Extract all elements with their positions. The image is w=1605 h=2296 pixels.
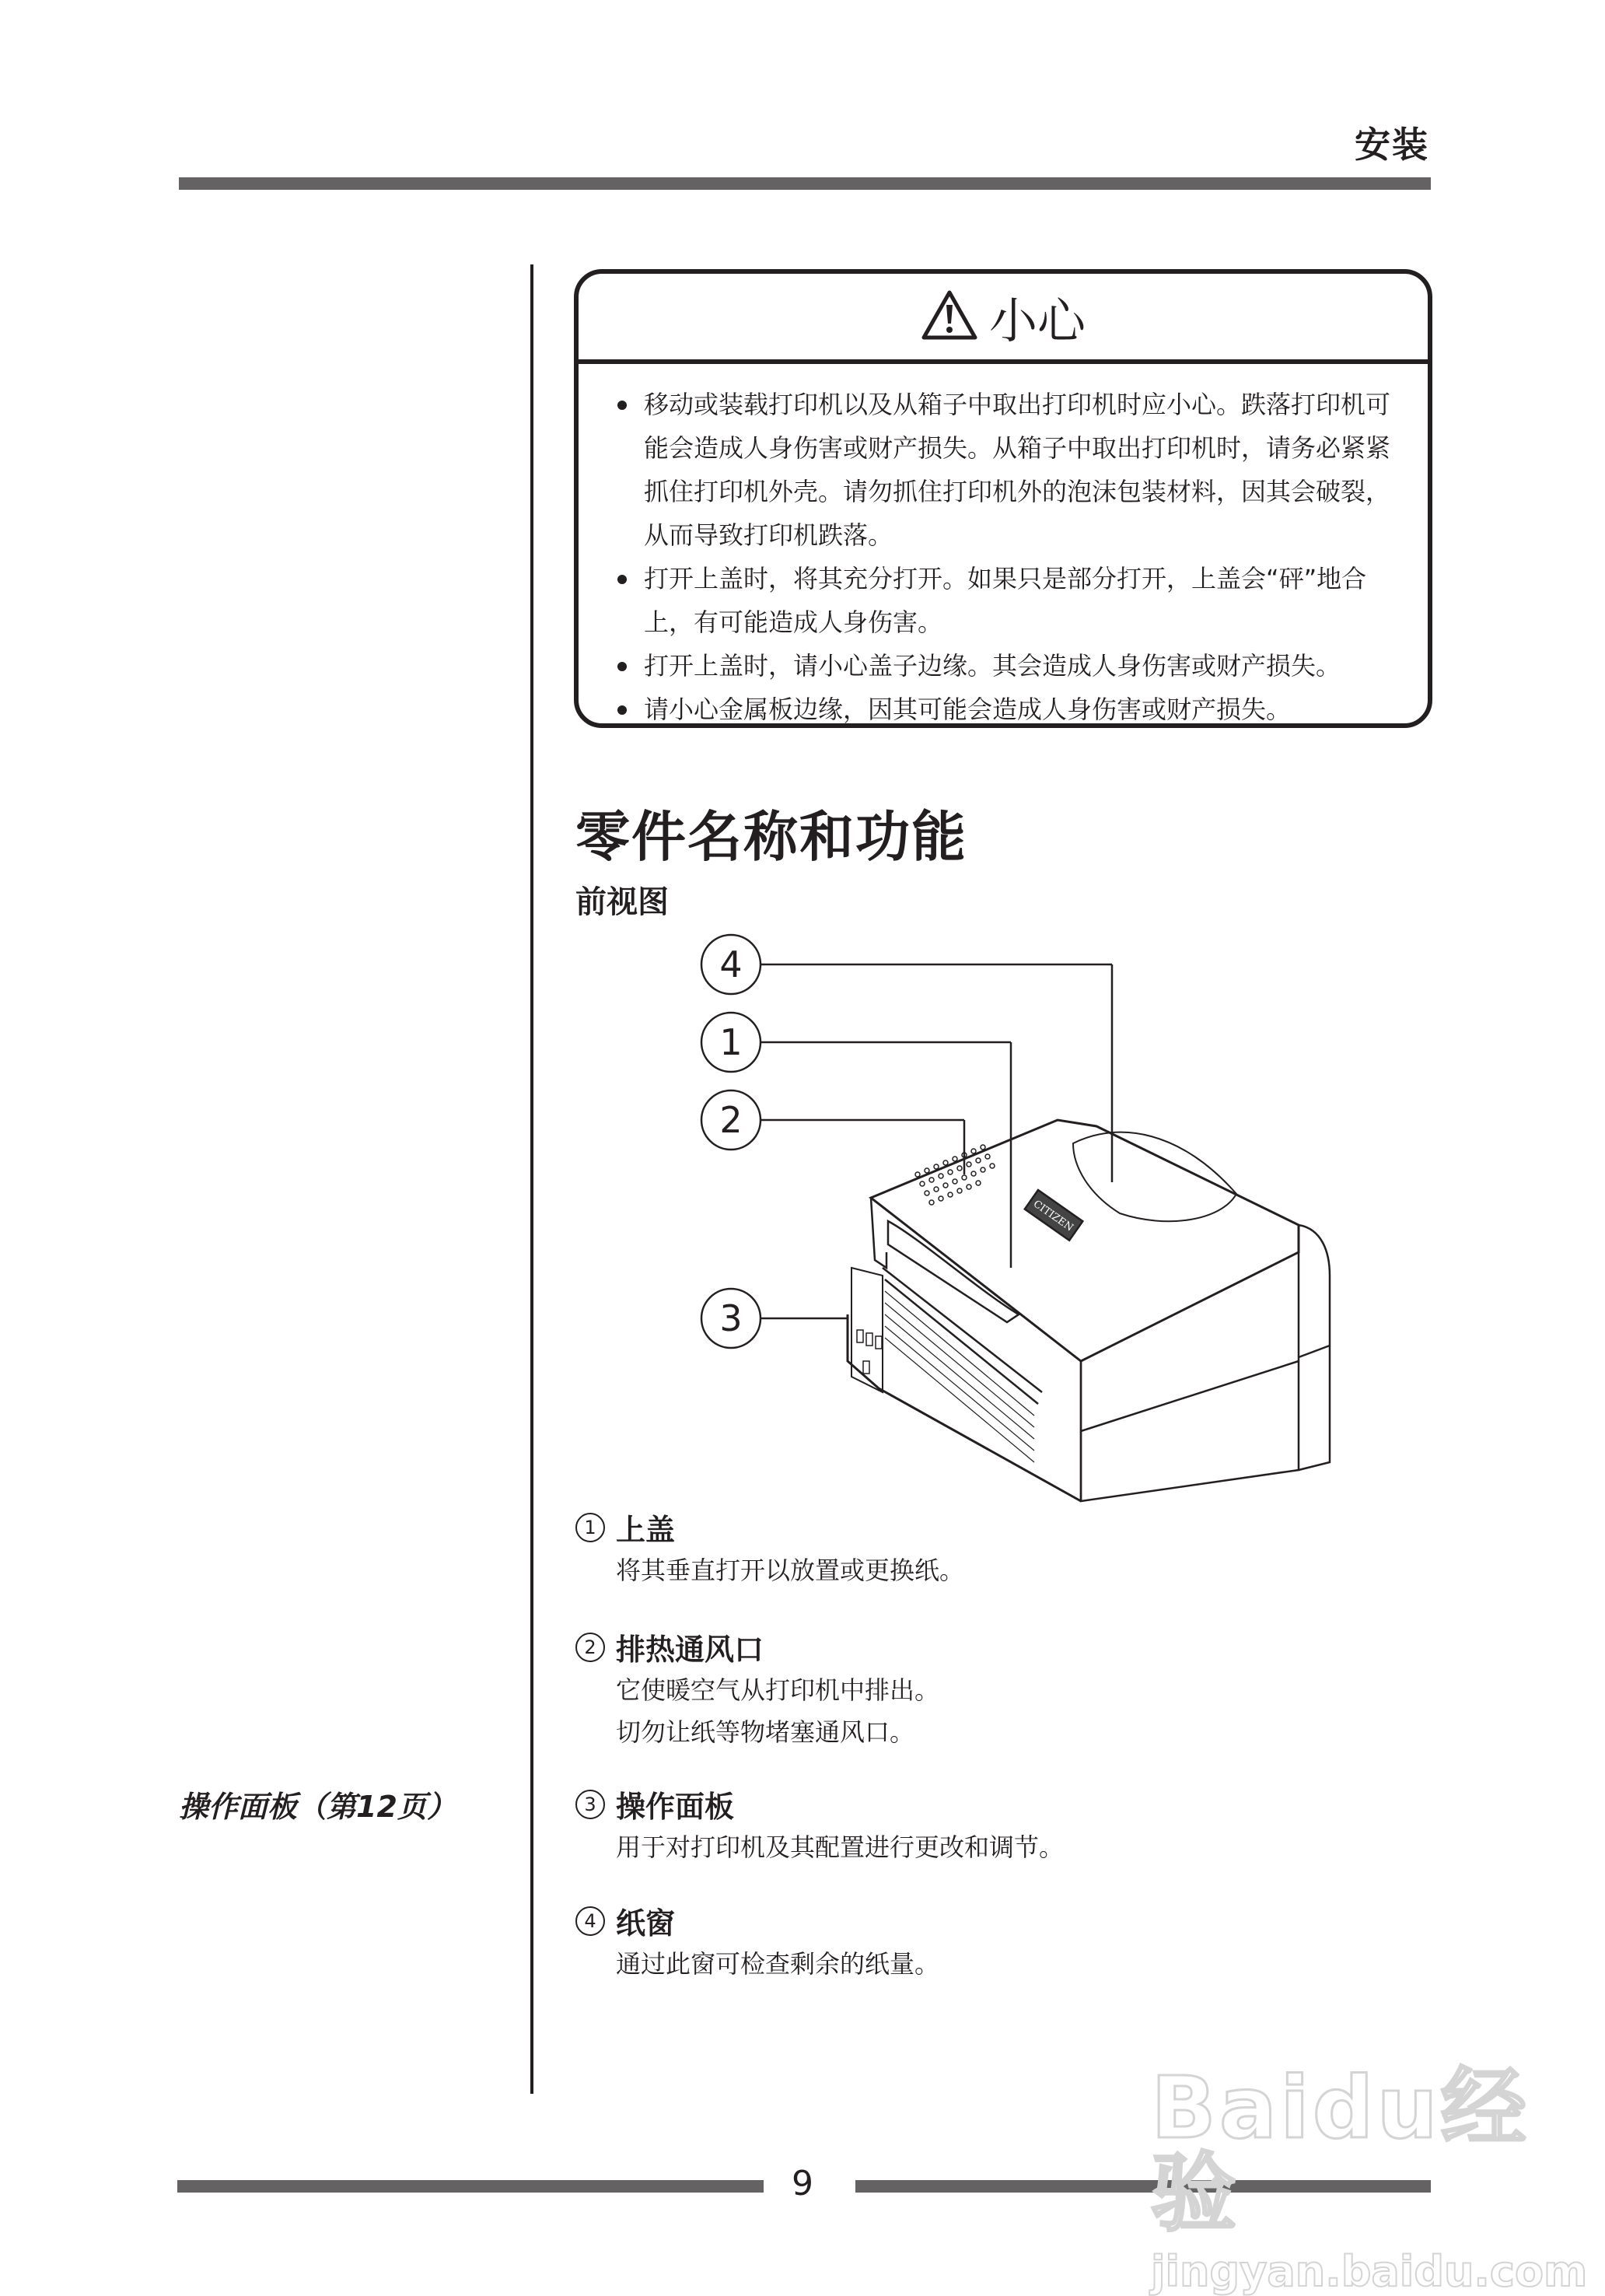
margin-rule: [530, 264, 533, 2094]
section-title: 零件名称和功能: [575, 805, 967, 869]
part-name: 上盖: [616, 1513, 676, 1547]
caution-header: [579, 274, 1428, 364]
part-name: 纸窗: [616, 1906, 676, 1941]
callout-label: 4: [719, 943, 743, 985]
chapter-title: 安装: [1355, 124, 1429, 166]
part-4-description: [616, 1943, 939, 1985]
caution-body: [614, 383, 1397, 731]
part-3-description: [616, 1826, 1064, 1868]
baidu-watermark: [1151, 2058, 1605, 2296]
part-2-description: [616, 1669, 939, 1753]
callout-label: 2: [719, 1099, 743, 1141]
warning-triangle-icon: [921, 289, 978, 344]
description-line: 用于对打印机及其配置进行更改和调节。: [616, 1832, 1065, 1862]
callout-4: [701, 935, 1112, 1182]
footer-rule-left: [177, 2180, 764, 2193]
description-line: 它使暖空气从打印机中排出。: [616, 1675, 940, 1705]
cross-reference-note: 操作面板（第12页）: [179, 1790, 456, 1824]
part-1-heading: [575, 1506, 675, 1549]
caution-bullet: 移动或装载打印机以及从箱子中取出打印机时应小心。跌落打印机可能会造成人身伤害或财产损失。从箱子中取出打印机时，请务必紧紧抓住打印机外壳。请勿抓住打印机外的泡沫包装材料，因其会破裂，从而导致打印机跌落。: [614, 383, 1397, 557]
description-line: 将其垂直打开以放置或更换纸。: [616, 1556, 965, 1585]
printer-illustration: [848, 1120, 1330, 1501]
part-name: 操作面板: [616, 1790, 735, 1824]
part-1-description: [616, 1549, 964, 1591]
number-circle-icon: 3: [575, 1790, 605, 1819]
brand-label: CITIZEN: [1030, 1198, 1075, 1234]
page-number: 9: [792, 2164, 813, 2203]
caution-bullet: 打开上盖时，将其充分打开。如果只是部分打开，上盖会“砰”地合上，有可能造成人身伤害。: [614, 557, 1397, 644]
description-line: 通过此窗可检查剩余的纸量。: [616, 1949, 940, 1979]
part-3-heading: [575, 1783, 734, 1825]
description-line: 切勿让纸等物堵塞通风口。: [616, 1717, 915, 1747]
number-circle-icon: 4: [575, 1906, 605, 1936]
subsection-title: 前视图: [575, 884, 669, 920]
caution-bullet: 打开上盖时，请小心盖子边缘。其会造成人身伤害或财产损失。: [614, 644, 1397, 688]
number-circle-icon: 2: [575, 1633, 605, 1662]
part-name: 排热通风口: [616, 1633, 764, 1667]
callout-label: 1: [719, 1021, 743, 1063]
watermark-logo: Baidu经验: [1151, 2058, 1530, 2243]
caution-title: 小心: [988, 292, 1086, 349]
number-circle-icon: 1: [575, 1513, 605, 1542]
header-rule: [179, 177, 1431, 190]
callout-label: 3: [719, 1297, 743, 1339]
printer-front-view-diagram: [684, 926, 1400, 1509]
caution-box: [574, 269, 1432, 728]
part-4-heading: [575, 1899, 675, 1942]
part-2-heading: [575, 1626, 764, 1668]
caution-bullet: 请小心金属板边缘，因其可能会造成人身伤害或财产损失。: [614, 688, 1397, 731]
watermark-url: jingyan.baidu.com: [1151, 2247, 1588, 2296]
